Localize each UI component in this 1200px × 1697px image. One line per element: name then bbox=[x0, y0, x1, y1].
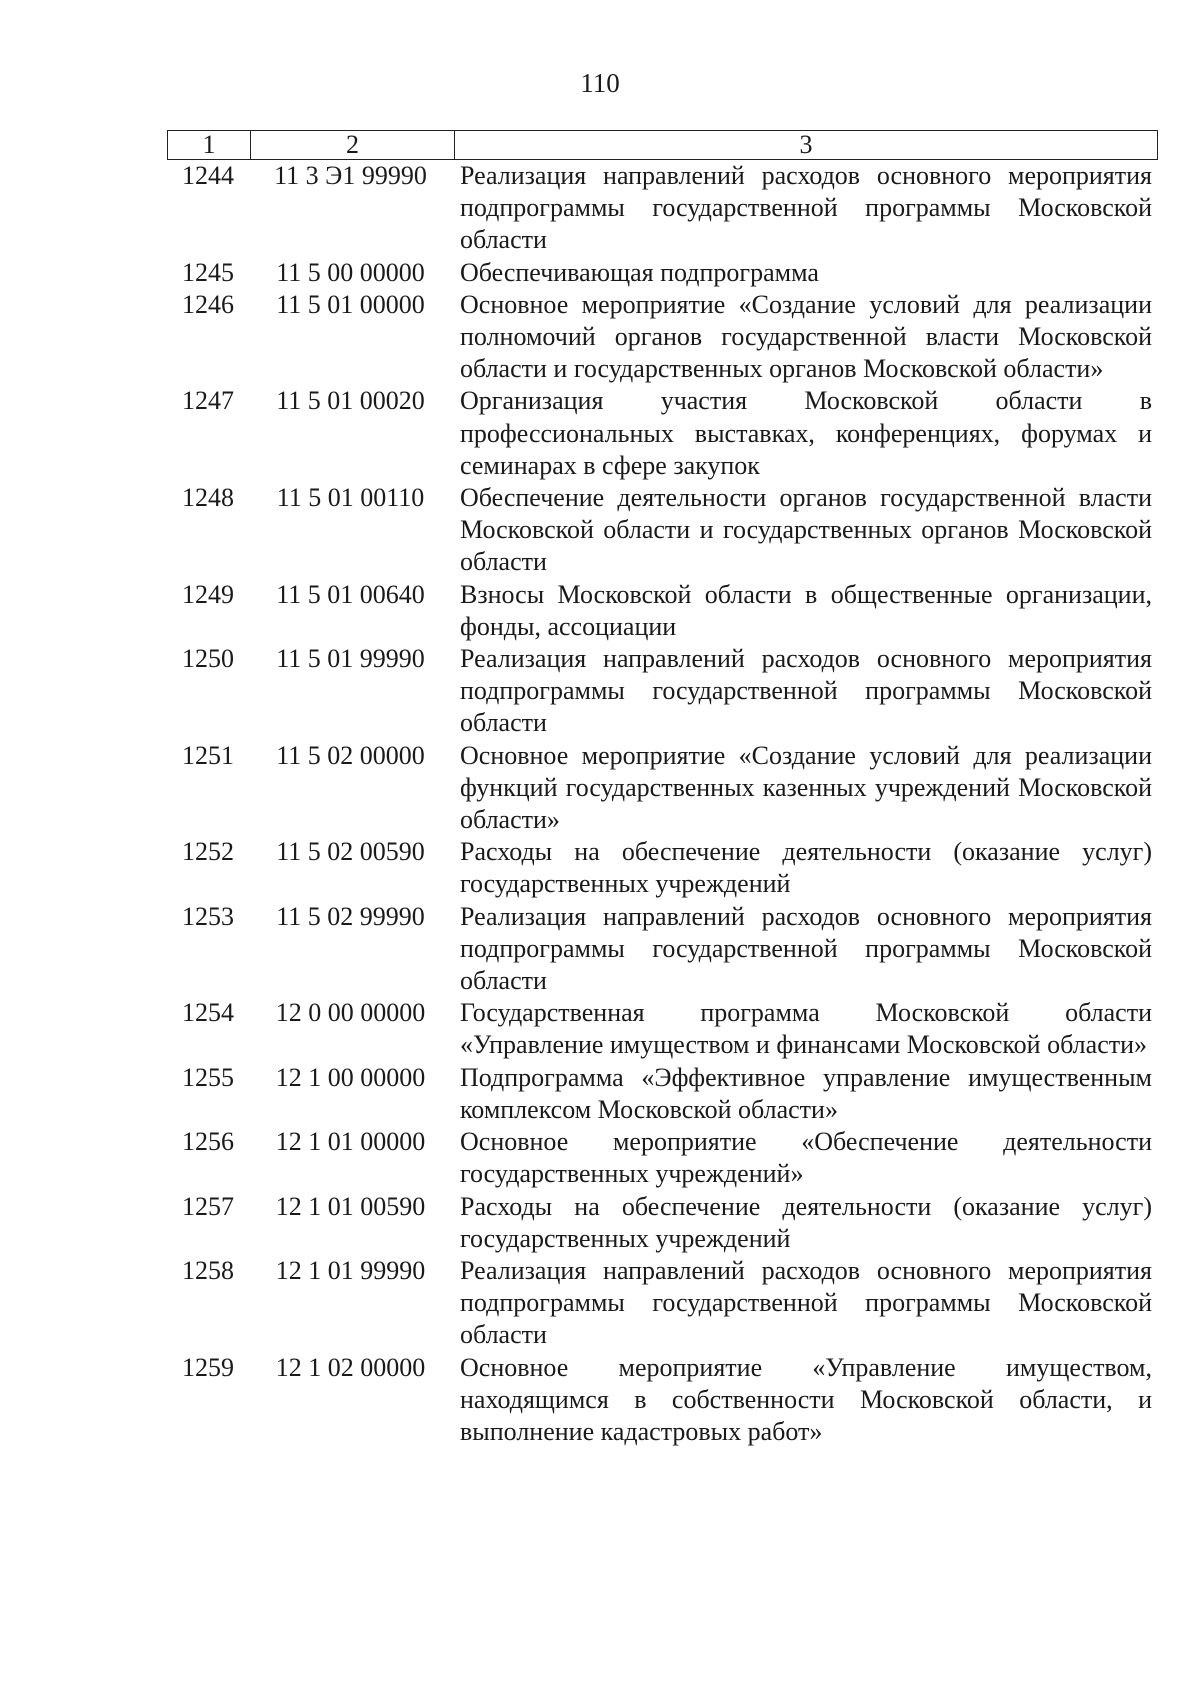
row-number: 1254 bbox=[182, 998, 234, 1028]
table-row bbox=[167, 836, 1158, 900]
table-row bbox=[167, 579, 1158, 643]
row-code: 11 5 00 00000 bbox=[276, 257, 425, 287]
header-col-1: 1 bbox=[168, 131, 251, 159]
row-number: 1257 bbox=[182, 1191, 234, 1221]
row-code: 11 3 Э1 99990 bbox=[274, 161, 427, 190]
row-number: 1250 bbox=[182, 644, 234, 674]
table-row bbox=[167, 1062, 1158, 1126]
row-number: 1249 bbox=[182, 579, 234, 609]
row-number: 1251 bbox=[182, 740, 234, 770]
row-number: 1259 bbox=[182, 1352, 234, 1382]
header-col-3: 3 bbox=[799, 130, 813, 159]
row-description: Основное мероприятие «Управление имуществом, находящимся в собственности Московской области, и выполнение кадастровых работ» bbox=[460, 1352, 1152, 1446]
row-description: Реализация направлений расходов основного мероприятия подпрограммы государственной программы Московской области bbox=[460, 161, 1152, 255]
row-description: Реализация направлений расходов основного мероприятия подпрограммы государственной программы Московской области bbox=[460, 1255, 1152, 1350]
row-description: Основное мероприятие «Создание условий для реализации полномочий органов государственной власти Московской области и государственных органов Московской области» bbox=[460, 289, 1152, 384]
row-description: Основное мероприятие «Обеспечение деятельности государственных учреждений» bbox=[460, 1127, 1152, 1189]
row-code: 12 1 01 99990 bbox=[275, 1255, 426, 1285]
row-code: 11 5 02 00590 bbox=[276, 837, 425, 867]
row-description: Государственная программа Московской области «Управление имуществом и финансами Московской области» bbox=[460, 998, 1152, 1060]
table-header bbox=[167, 130, 1158, 160]
row-number: 1255 bbox=[182, 1062, 234, 1092]
row-code: 11 5 01 99990 bbox=[276, 644, 425, 674]
row-code: 11 5 01 00640 bbox=[276, 579, 425, 609]
header-col-2: 2 bbox=[251, 131, 455, 159]
row-number: 1253 bbox=[182, 901, 234, 931]
row-code: 12 1 02 00000 bbox=[275, 1352, 426, 1382]
row-code: 11 5 01 00020 bbox=[276, 386, 425, 416]
table-row bbox=[167, 1191, 1158, 1255]
row-code: 12 0 00 00000 bbox=[275, 998, 426, 1028]
table-row bbox=[167, 643, 1158, 740]
row-description: Расходы на обеспечение деятельности (оказание услуг) государственных учреждений bbox=[460, 1191, 1152, 1253]
row-description: Реализация направлений расходов основного мероприятия подпрограммы государственной программы Московской области bbox=[460, 644, 1152, 738]
row-number: 1258 bbox=[182, 1255, 234, 1285]
row-description: Взносы Московской области в общественные организации, фонды, ассоциации bbox=[460, 579, 1152, 641]
table-row bbox=[167, 160, 1158, 257]
table-row bbox=[167, 1126, 1158, 1190]
row-description: Организация участия Московской области в профессиональных выставках, конференциях, форумах и семинарах в сфере закупок bbox=[460, 386, 1152, 480]
table-row bbox=[167, 257, 1158, 289]
row-description: Обеспечение деятельности органов государственной власти Московской области и государственных органов Московской области bbox=[460, 483, 1152, 577]
row-description: Реализация направлений расходов основного мероприятия подпрограммы государственной программы Московской области bbox=[460, 901, 1152, 996]
row-code: 12 1 01 00000 bbox=[275, 1127, 426, 1157]
row-description: Подпрограмма «Эффективное управление имущественным комплексом Московской области» bbox=[460, 1062, 1152, 1124]
table-body bbox=[167, 160, 1158, 1448]
table-row bbox=[167, 289, 1158, 386]
table-row bbox=[167, 901, 1158, 998]
row-code: 12 1 00 00000 bbox=[275, 1062, 426, 1092]
row-number: 1245 bbox=[182, 257, 234, 287]
budget-code-table bbox=[167, 130, 1158, 1448]
table-row bbox=[167, 482, 1158, 579]
row-code: 11 5 01 00000 bbox=[276, 289, 425, 319]
row-code: 11 5 02 00000 bbox=[276, 740, 425, 770]
page-number: 110 bbox=[580, 68, 620, 98]
row-description: Расходы на обеспечение деятельности (оказание услуг) государственных учреждений bbox=[460, 837, 1152, 899]
table-row bbox=[167, 385, 1158, 482]
table-row bbox=[167, 1255, 1158, 1352]
table-row bbox=[167, 997, 1158, 1061]
row-number: 1247 bbox=[182, 386, 234, 416]
row-number: 1246 bbox=[182, 289, 234, 319]
row-description: Основное мероприятие «Создание условий для реализации функций государственных казенных учреждений Московской области» bbox=[460, 740, 1152, 835]
row-number: 1244 bbox=[182, 161, 234, 190]
row-number: 1256 bbox=[182, 1127, 234, 1157]
row-code: 11 5 02 99990 bbox=[276, 901, 425, 931]
table-row bbox=[167, 1352, 1158, 1449]
row-number: 1252 bbox=[182, 837, 234, 867]
row-description: Обеспечивающая подпрограмма bbox=[460, 257, 819, 287]
row-code: 11 5 01 00110 bbox=[276, 483, 425, 513]
row-number: 1248 bbox=[182, 483, 234, 513]
table-row bbox=[167, 740, 1158, 837]
row-code: 12 1 01 00590 bbox=[275, 1191, 426, 1221]
